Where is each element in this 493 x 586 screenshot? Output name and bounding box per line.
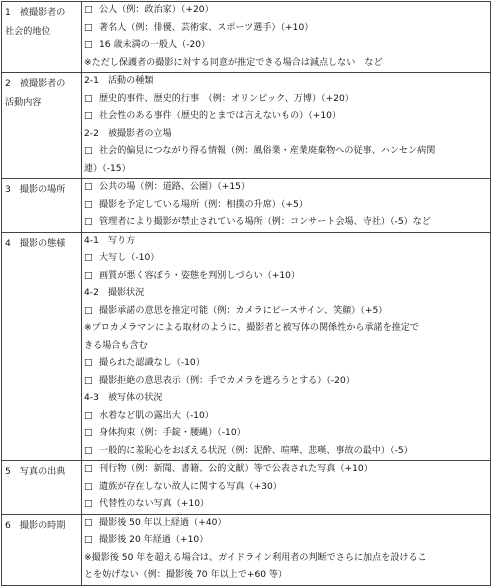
category-cell (2, 514, 82, 585)
criterion-text: ※プロカメラマンによる取材のように、撮影者と被写体の関係性から承諾を推定で (84, 323, 419, 333)
criteria-row (2, 232, 491, 461)
criteria-row (2, 73, 491, 179)
criteria-rows (2, 2, 491, 586)
criterion-text: 4-3 被写体の状況 (84, 393, 163, 403)
criteria-cell (82, 2, 491, 73)
criterion-text: 社会性のある事件（歴史的とまでは言えないもの）（+10） (99, 111, 341, 121)
checkbox-icon: □ (84, 199, 93, 210)
criterion-note (82, 126, 490, 144)
criterion-text: 4-1 写り方 (84, 235, 136, 246)
criterion-item (82, 91, 490, 109)
criterion-note (82, 567, 490, 585)
category-cell (2, 2, 82, 73)
criterion-item (82, 214, 490, 232)
criteria-cell (82, 461, 491, 515)
checkbox-icon: □ (84, 217, 93, 227)
criterion-text: 歴史的事件、歴史的行事 （例：オリンピック、万博）（+20） (99, 93, 354, 104)
criteria-row (2, 461, 491, 515)
criterion-text: ※撮影後 50 年を超える場合は、ガイドライン利用者の判断でさらに加点を設けるこ (84, 552, 427, 563)
criterion-item (82, 20, 490, 38)
criterion-text: 4-2 撮影状況 (84, 288, 145, 298)
category-label: 1 被撮影者の (5, 8, 66, 18)
criterion-text: 連）（-15） (84, 163, 131, 174)
criteria-row (2, 514, 491, 585)
criterion-text: 撮影拒絶の意思表示（例：手でカメラを遮ろうとする）（-20） (99, 375, 355, 386)
criterion-item (82, 108, 490, 126)
category-cell (2, 461, 82, 515)
criterion-note (82, 55, 490, 73)
criterion-text: 撮影後 20 年経過（+10） (99, 535, 209, 545)
criterion-text: 撮影承諾の意思を推定可能（例：カメラにピースサイン、笑顔）（+5） (99, 305, 388, 316)
category-label: 2 被撮影者の (5, 79, 66, 89)
criterion-item (82, 408, 490, 426)
checkbox-icon: □ (84, 517, 93, 528)
checkbox-icon: □ (84, 481, 93, 492)
category-cell (2, 232, 82, 461)
criterion-text: ※ただし保護者の撮影に対する同意が推定できる場合は減点しない など (84, 57, 383, 68)
category-label: 3 撮影の場所 (5, 185, 66, 195)
criterion-item (82, 268, 490, 286)
criteria-row (2, 179, 491, 233)
criterion-item (82, 373, 490, 391)
criterion-item (82, 2, 490, 20)
checkbox-icon: □ (84, 464, 93, 474)
criterion-text: 管理者により撮影が禁止されている場所（例：コンサート会場、寺社）（-5）など (99, 217, 431, 227)
criterion-item (82, 303, 490, 321)
criteria-table (1, 1, 491, 586)
criterion-text: 2-1 活動の種類 (84, 76, 154, 86)
criterion-note (82, 390, 490, 408)
checkbox-icon: □ (84, 22, 93, 33)
criteria-cell (82, 179, 491, 233)
criterion-item (82, 425, 490, 443)
criterion-text: きる場合も含む (84, 340, 148, 351)
criterion-item (82, 143, 490, 161)
criterion-item (82, 479, 490, 497)
criterion-item (82, 250, 490, 268)
criterion-item (82, 37, 490, 55)
category-label: 6 撮影の時期 (5, 520, 66, 531)
checkbox-icon: □ (84, 358, 93, 368)
checkbox-icon: □ (84, 93, 93, 104)
criterion-text: 遺族が存在しない故人に関する写真（+30） (99, 481, 282, 492)
criterion-text: 撮られた認識なし（-10） (99, 358, 205, 368)
checkbox-icon: □ (84, 499, 93, 509)
checkbox-icon: □ (84, 146, 93, 156)
criterion-item (82, 197, 490, 215)
criterion-text: 社会的偏見につながり得る情報（例：風俗業・産業廃棄物への従事、ハンセン病関 (99, 146, 436, 156)
checkbox-icon: □ (84, 305, 93, 316)
criterion-text: 16 歳未満の一般人（-20） (99, 40, 211, 50)
criteria-cell (82, 232, 491, 461)
criterion-text: 2-2 被撮影者の立場 (84, 128, 172, 139)
checkbox-icon: □ (84, 5, 93, 15)
criterion-note (82, 550, 490, 568)
criterion-text: 画質が悪く容ぼう・姿態を判別しづらい（+10） (99, 270, 301, 281)
checkbox-icon: □ (84, 535, 93, 545)
criterion-text: 大写し（-10） (99, 253, 160, 263)
checkbox-icon: □ (84, 182, 93, 192)
criterion-note (82, 320, 490, 338)
criteria-row (2, 2, 491, 73)
criteria-cell (82, 73, 491, 179)
criterion-item (82, 179, 490, 197)
criterion-item (82, 515, 490, 533)
category-cell (2, 73, 82, 179)
criterion-note (82, 338, 490, 356)
criterion-text: 身体拘束（例：手錠・腰縄）（-10） (99, 428, 246, 438)
checkbox-icon: □ (84, 253, 93, 263)
criterion-item (82, 443, 490, 461)
criterion-text: 一般的に羞恥心をおぼえる状況（例：泥酔、喧嘩、悲嘆、事故の最中）（-5） (99, 445, 413, 456)
checkbox-icon: □ (84, 410, 93, 421)
checkbox-icon: □ (84, 445, 93, 456)
checkbox-icon: □ (84, 111, 93, 121)
criterion-item (82, 461, 490, 479)
criterion-note (82, 73, 490, 91)
criterion-note (82, 161, 490, 179)
criterion-text: 著名人（例：俳優、芸術家、スポーツ選手）（+10） (99, 22, 314, 33)
category-label: 活動内容 (5, 97, 42, 108)
category-label: 5 写真の出典 (5, 467, 66, 477)
criterion-text: 公人（例：政治家）（+20） (99, 5, 214, 15)
checkbox-icon: □ (84, 40, 93, 50)
criterion-note (82, 233, 490, 251)
criterion-text: 撮影を予定している場所（例：相撲の升席）（+5） (99, 199, 308, 210)
checkbox-icon: □ (84, 375, 93, 386)
criterion-item (82, 355, 490, 373)
category-label: 社会的地位 (5, 26, 51, 37)
criterion-text: 水着など肌の露出大（-10） (99, 410, 214, 421)
checkbox-icon: □ (84, 428, 93, 438)
criterion-item (82, 532, 490, 550)
criterion-text: 撮影後 50 年以上経過（+40） (99, 517, 227, 528)
checkbox-icon: □ (84, 270, 93, 281)
criterion-text: 公共の場（例：道路、公園）（+15） (99, 182, 251, 192)
category-label: 4 撮影の態様 (5, 238, 66, 249)
category-cell (2, 179, 82, 233)
criterion-text: とを妨げない（例：撮影後 70 年以上で+60 等） (84, 570, 288, 580)
criterion-text: 刊行物（例：新聞、書籍、公的文献）等で公表された写真（+10） (99, 464, 373, 474)
criterion-item (82, 496, 490, 514)
criterion-note (82, 285, 490, 303)
criterion-text: 代替性のない写真（+10） (99, 499, 210, 509)
criteria-cell (82, 514, 491, 585)
